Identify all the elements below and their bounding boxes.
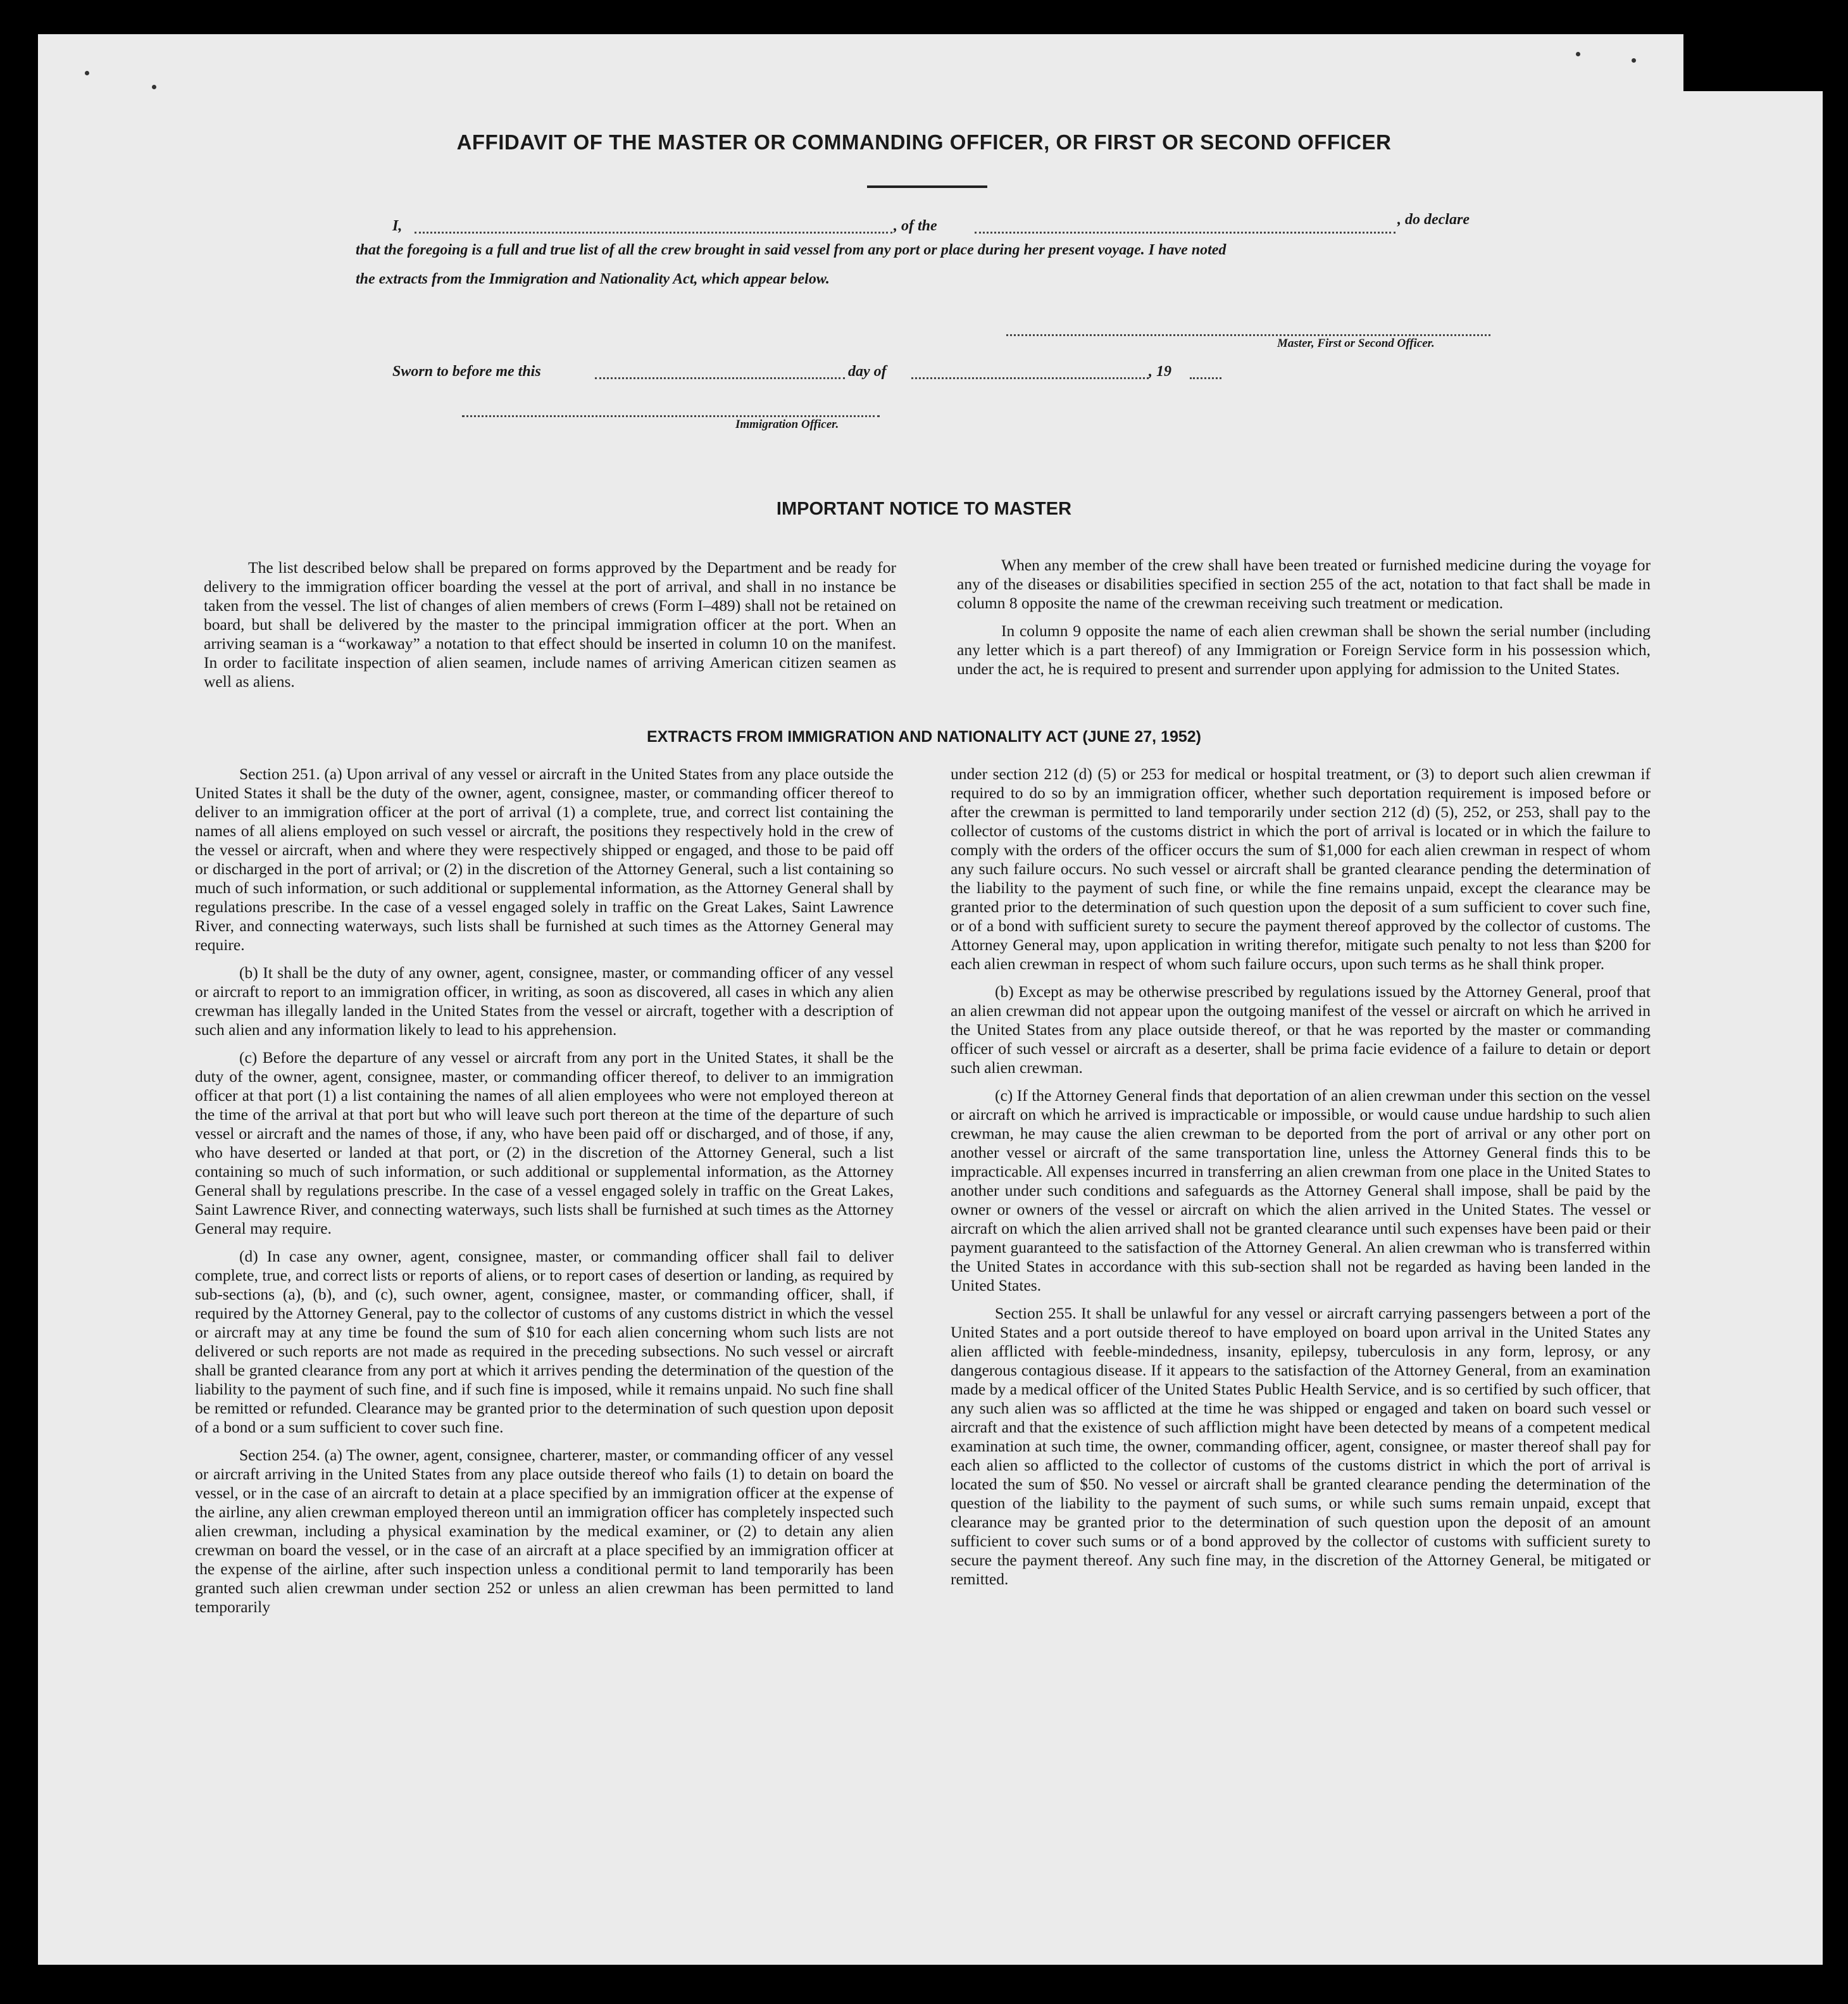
scan-border-corner [1683,34,1848,91]
master-signature-field[interactable] [1006,334,1490,336]
notice-left-paragraph: The list described below shall be prepared on forms approved by the Department and be ready for delivery to the immigration officer boarding the vessel at the port of arrival, and shall in no instance be taken from the vessel. The list of changes of alien members of crews (Form I–489) shall not be retained on board, but shall be delivered by the master to the principal immigration officer at the port. When an arriving seaman is a “workaway” a notation to that effect should be inserted in column 10 on the manifest. In order to facilitate inspection of alien seamen, include names of arriving American citizen seamen as well as aliens. [204,558,896,691]
section-254-a: Section 254. (a) The owner, agent, consignee, charterer, master, or commanding officer of any vessel or aircraft arriving in the United States from any place outside thereof who fails (1) to detain on board the vessel, or in the case of an aircraft to detain at a place specified by an immigration officer at the expense of the airline, any alien crewman employed thereon until an immigration officer has completely inspected such alien crewman, including a physical examination by the medical examiner, or (2) to detain any alien crewman on board the vessel, or in the case of an aircraft at a place specified by an immigration officer at the expense of the airline, after such inspection unless a conditional permit to land temporarily has been granted such alien crewman under section 252 or unless an alien crewman has been permitted to land temporarily [195,1446,894,1616]
master-signature-label: Master, First or Second Officer. [1277,337,1435,350]
affidavit-line2: that the foregoing is a full and true list of all the crew brought in said vessel from any port or place during her present voyage. I have noted [356,242,1227,258]
notice-right-column [957,556,1651,679]
extracts-left-column [195,765,894,1617]
section-254-c: (c) If the Attorney General finds that deportation of an alien crewman under this section on the vessel or aircraft on which he arrived is impracticable or impossible, or would cause undue hardship to such alien crewman, he may cause the alien crewman to be deported from the port of arrival or any other port on another vessel or aircraft of the same transportation line, unless the Attorney General finds this to be impracticable. All expenses incurred in transferring an alien crewman from one place in the United States to another under such conditions and safeguards as the Attorney General shall impose, shall be paid by the owner or owners of the vessel or aircraft on which the alien arrived in the United States. The vessel or aircraft on which the alien arrived shall not be granted clearance until such expenses have been paid or their payment guaranteed to the satisfaction of the Attorney General. An alien crewman who is transferred within the United States in accordance with this sub-section shall not be regarded as having been landed in the United States. [951,1086,1651,1294]
sworn-month-field[interactable] [911,377,1149,379]
vessel-blank-field[interactable] [975,232,1395,234]
officer-signature-field[interactable] [462,415,880,417]
sworn-day-field[interactable] [595,377,845,379]
section-251-a: Section 251. (a) Upon arrival of any vessel or aircraft in the United States from any place outside the United States it shall be the duty of the owner, agent, consignee, master, or commanding officer thereof to deliver to an immigration officer at the port of arrival (1) a complete, true, and correct list containing the names of all aliens employed on such vessel or aircraft, the positions they respectively hold in the crew of the vessel or aircraft, when and where they were respectively shipped or engaged, and those to be paid off or discharged in the port of arrival; or (2) in the discretion of the Attorney General, such a list containing so much of such information, or such additional or supplemental information, as the Attorney General shall by regulations prescribe. In the case of a vessel engaged solely in traffic on the Great Lakes, Saint Lawrence River, and connecting waterways, such lists shall be furnished at such times as the Attorney General may require. [195,765,894,954]
sworn-line-year: , 19 [1149,363,1171,380]
officer-signature-label: Immigration Officer. [735,418,839,431]
section-254-b: (b) Except as may be otherwise prescribed by regulations issued by the Attorney General, proof that an alien crewman did not appear upon the outgoing manifest of the vessel or aircraft on which he arrived in the United States from any place outside thereof, or that he was reported by the master or commanding officer of such vessel or aircraft as a deserter, shall be prima facie evidence of a failure to detain or deport such alien crewman. [951,982,1651,1077]
scan-speck [152,85,156,89]
title-divider [867,185,987,188]
extracts-heading: EXTRACTS FROM IMMIGRATION AND NATIONALITY ACT (JUNE 27, 1952) [647,728,1201,746]
extracts-right-column [951,765,1651,1589]
affidavit-line1-mid: , of the [894,218,937,234]
section-251-d: (d) In case any owner, agent, consignee, master, or commanding officer shall fail to deliver complete, true, and correct lists or reports of aliens, or to report cases of desertion or landing, as required by sub-sections (a), (b), and (c), such owner, agent, consignee, master, or commanding officer, shall, if required by the Attorney General, pay to the collector of customs of any customs district in which the vessel or aircraft may at any time be found the sum of $10 for each alien concerning whom such lists are not delivered or such reports are not made as required in the preceding subsections. No such vessel or aircraft shall be granted clearance from any port at which it arrives pending the determination of the question of the liability to the payment of such fine, and if such fine is imposed, while it remains unpaid. No such fine shall be remitted or refunded. Clearance may be granted prior to the determination of such question upon deposit of a bond or a sum sufficient to cover such fine. [195,1247,894,1436]
scan-speck [1576,52,1580,56]
section-251-b: (b) It shall be the duty of any owner, agent, consignee, master, or commanding officer of any vessel or aircraft to report to an immigration officer, in writing, as soon as discovered, all cases in which any alien crewman has illegally landed in the United States from the vessel or aircraft, together with a description of such alien and any information likely to lead to his apprehension. [195,963,894,1039]
scan-speck [85,71,89,75]
notice-right-paragraph-1: When any member of the crew shall have been treated or furnished medicine during the voyage for any of the diseases or disabilities specified in section 255 of the act, notation to that fact shall be made in column 8 opposite the name of the crewman receiving such treatment or medication. [957,556,1651,612]
notice-right-paragraph-2: In column 9 opposite the name of each alien crewman shall be shown the serial number (including any letter which is a part thereof) of any Immigration or Foreign Service form in his possession which, under the act, he is required to present and surrender upon applying for admission to the United States. [957,622,1651,678]
name-blank-field[interactable] [415,232,892,234]
sworn-year-field[interactable] [1190,377,1221,379]
affidavit-title: AFFIDAVIT OF THE MASTER OR COMMANDING OFFICER, OR FIRST OR SECOND OFFICER [456,130,1392,154]
section-255: Section 255. It shall be unlawful for any vessel or aircraft carrying passengers between a port of the United States and a port outside thereof to have employed on board upon arrival in the United States any alien afflicted with feeble-mindedness, insanity, epilepsy, tuberculosis in any form, leprosy, or any dangerous contagious disease. If it appears to the satisfaction of the Attorney General, from an examination made by a medical officer of the United States Public Health Service, and is so certified by such officer, that any such alien was so afflicted at the time he was shipped or engaged and taken on board such vessel or aircraft and that the existence of such affliction might have been detected by means of a competent medical examination at such time, the owner, commanding officer, agent, consignee, or master thereof shall pay for each alien so afflicted to the collector of customs of the customs district in which the port of arrival is located the sum of $50. No vessel or aircraft shall be granted clearance pending the determination of the question of the liability to the payment of such sums, or while such sums remain unpaid, except that clearance may be granted prior to the determination of such question upon the deposit of an amount sufficient to cover such sums or of a bond approved by the collector of customs with sufficient surety to secure the payment thereof. Any such fine may, in the discretion of the Attorney General, be mitigated or remitted. [951,1304,1651,1588]
affidavit-line3: the extracts from the Immigration and Nationality Act, which appear below. [356,271,830,287]
section-251-c: (c) Before the departure of any vessel or aircraft from any port in the United States, it shall be the duty of the owner, agent, consignee, master, or commanding officer thereof, to deliver to an immigration officer at that port (1) a list containing the names of all alien employees who were not employed thereon at the time of the arrival at that port but who will leave such port thereon at the time of the departure of such vessel or aircraft and the names of those, if any, who have been paid off or discharged, and of those, if any, who have deserted or landed at that port, or (2) in the discretion of the Attorney General, such a list containing so much of such information, or such additional or supplemental information, as the Attorney General shall by regulations prescribe. In the case of a vessel engaged solely in traffic on the Great Lakes, Saint Lawrence River, and connecting waterways, such lists shall be furnished at such times as the Attorney General may require. [195,1048,894,1237]
notice-heading: IMPORTANT NOTICE TO MASTER [776,499,1072,519]
notice-left-column [204,558,896,691]
affidavit-line1-start: I, [392,218,403,234]
sworn-line-start: Sworn to before me this [392,363,541,380]
sworn-line-day: day of [848,363,887,380]
scan-speck [1632,58,1636,63]
section-254-a-continued: under section 212 (d) (5) or 253 for medical or hospital treatment, or (3) to deport such alien crewman if required to do so by an immigration officer, whether such deportation requirement is imposed before or after the crewman is permitted to land temporarily under section 212 (d) (5), 252, or 253, shall pay to the collector of customs of the customs district in which the port of arrival is located or in which the failure to comply with the orders of the officer occurs the sum of $1,000 for each alien crewman in respect of whom any such failure occurs. No such vessel or aircraft shall be granted clearance pending the determination of the liability to the payment of such fine, or while the fine remains unpaid, except the clearance may be granted prior to the determination of such question upon the deposit of a sum sufficient to cover such fine, or of a bond with sufficient surety to secure the payment thereof approved by the collector of customs. The Attorney General may, upon application in writing therefor, mitigate such penalty to not less than $200 for each alien crewman in respect of whom such failure occurs, upon such terms as he shall think proper. [951,765,1651,973]
affidavit-line1-end: , do declare [1397,211,1470,228]
